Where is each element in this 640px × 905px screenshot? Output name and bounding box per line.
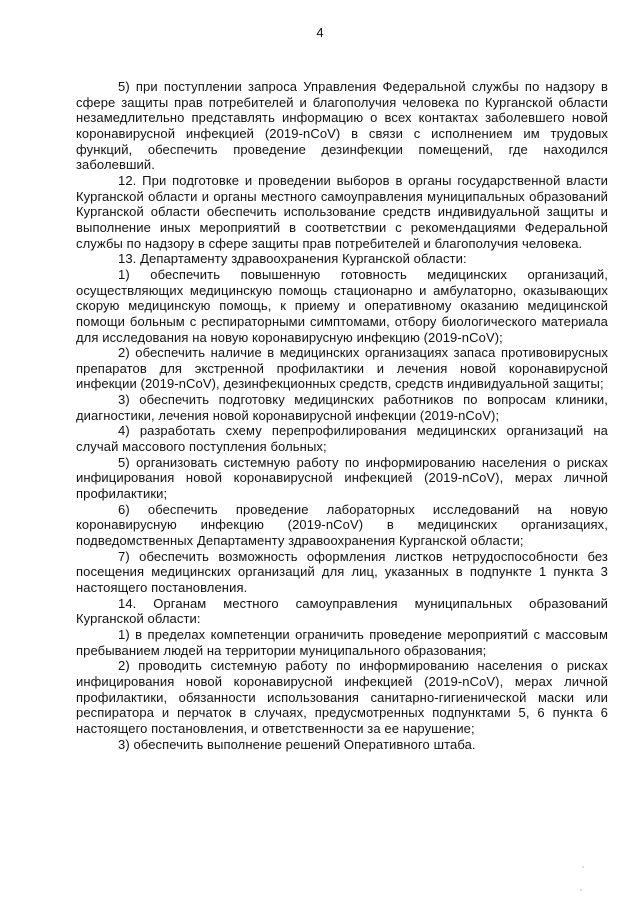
paragraph-13-4: 4) разработать схему перепрофилирования медицинских организаций на случай массового поступления больных; bbox=[76, 423, 608, 455]
paragraph-14-3: 3) обеспечить выполнение решений Оперативного штаба. bbox=[118, 736, 476, 752]
scan-speck bbox=[582, 866, 584, 868]
page-number: 4 bbox=[316, 25, 324, 40]
paragraph-13-3: 3) обеспечить подготовку медицинских работников по вопросам клиники, диагностики, лечения новой коронавирусной инфекции (2019-nCoV); bbox=[76, 392, 608, 423]
paragraph-13-6: 6) обеспечить проведение лабораторных исследований на новую коронавирусную инфекцию (2019-nCoV) в медицинских организациях, подведомственных Департаменту здравоохранения Курганской области; bbox=[76, 501, 608, 549]
scan-speck bbox=[580, 889, 582, 891]
paragraph-13-1: 1) обеспечить повышенную готовность медицинских организаций, осуществляющих медицинскую помощь стационарно и амбулаторно, оказывающих скорую медицинскую помощь, к приему и оперативному оказанию медицинской помощи больным с респираторными симптомами, отбору биологического материала для исследования на новую коронавирусную инфекцию (2019-nCoV); bbox=[76, 266, 608, 345]
paragraph-11-5: 5) при поступлении запроса Управления Федеральной службы по надзору в сфере защиты прав потребителей и благополучия человека по Курганской области незамедлительно представлять информацию о всех контактах заболевшего новой коронавирусной инфекцией (2019-nCoV) в связи с исполнением им трудовых функций, обеспечить проведение дезинфекции помещений, где находился заболевший. bbox=[76, 79, 608, 173]
paragraph-14-2: 2) проводить системную работу по информированию населения о рисках инфицирования новой коронавирусной инфекцией (2019-nCoV), мерах личной профилактики, обязанности использования санитарно-гигиенической маски или респиратора и перчаток в случаях, предусмотренных подпунктами 5, 6 пункта 6 настоящего постановления, и ответственности за ее нарушение; bbox=[76, 658, 608, 736]
paragraph-13-2: 2) обеспечить наличие в медицинских организациях запаса противовирусных препаратов для экстренной профилактики и лечения новой коронавирусной инфекции (2019-nCoV), дезинфекционных средств, средств индивидуальной защиты; bbox=[76, 345, 608, 392]
paragraph-13-heading: 13. Департаменту здравоохранения Курганской области: bbox=[118, 251, 467, 267]
paragraph-13-5: 5) организовать системную работу по информированию населения о рисках инфицирования новой коронавирусной инфекцией (2019-nCoV), мерах личной профилактики; bbox=[76, 454, 608, 502]
paragraph-14-heading: 14. Органам местного самоуправления муниципальных образований Курганской области: bbox=[76, 595, 608, 627]
paragraph-14-1: 1) в пределах компетенции ограничить проведение мероприятий с массовым пребыванием людей на территории муниципального образования; bbox=[76, 626, 608, 658]
paragraph-12: 12. При подготовке и проведении выборов в органы государственной власти Курганской области и органы местного самоуправления муниципальных образований Курганской области обеспечить использование средств индивидуальной защиты и выполнение иных мероприятий в соответствии с рекомендациями Федеральной службы по надзору в сфере защиты прав потребителей и благополучия человека. bbox=[76, 172, 608, 251]
paragraph-13-7: 7) обеспечить возможность оформления листков нетрудоспособности без посещения медицинских организаций для лиц, указанных в подпункте 1 пункта 3 настоящего постановления. bbox=[76, 548, 608, 595]
document-body bbox=[76, 79, 608, 752]
